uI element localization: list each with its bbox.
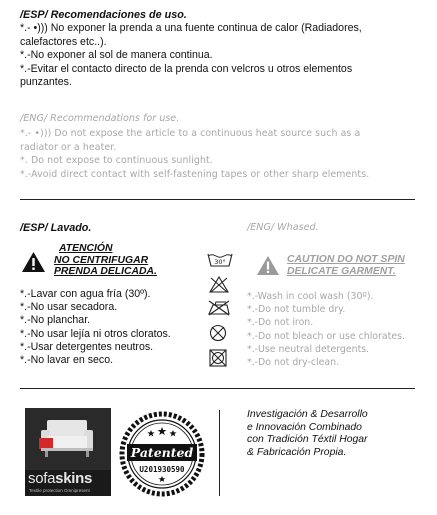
wash-esp-list bbox=[20, 288, 171, 367]
usage-eng-heading: /ENG/ Recommendations for use. bbox=[20, 113, 180, 124]
wash-esp-line: *.-Lavar con agua fría (30º). bbox=[20, 288, 151, 300]
no-dry-clean-icon bbox=[209, 349, 227, 367]
warning-icon-eng bbox=[256, 255, 280, 276]
wash-eng-line: *.-Do not tumble dry. bbox=[247, 304, 346, 316]
patented-seal bbox=[117, 410, 207, 498]
wash-eng-line: *.-Do not dry-clean. bbox=[247, 357, 340, 369]
esp-warning-block bbox=[54, 243, 157, 278]
eng-warning-block bbox=[287, 254, 405, 277]
no-bleach-icon bbox=[209, 324, 227, 342]
wash-esp-line: *.-No lavar en seco. bbox=[20, 354, 114, 367]
brand-prefix: sofa bbox=[28, 470, 56, 487]
wash-eng-heading: /ENG/ Whased. bbox=[247, 222, 319, 233]
eng-warning-line: DELICATE GARMENT. bbox=[287, 265, 396, 277]
no-iron-icon bbox=[207, 300, 231, 316]
usage-esp-line: *.-Evitar el contacto directo de la prenda con velcros u otros elementos bbox=[20, 62, 353, 75]
eng-warning-line: CAUTION DO NOT SPIN bbox=[287, 254, 405, 265]
wash-esp-line: *.-Usar detergentes neutros. bbox=[20, 340, 154, 353]
usage-eng-line: *.-Avoid direct contact with self-fastening tapes or other sharp elements. bbox=[20, 168, 370, 180]
wash-esp-line: *.-No usar secadora. bbox=[20, 301, 118, 314]
warning-icon bbox=[21, 251, 46, 273]
usage-esp-text bbox=[20, 22, 362, 90]
divider bbox=[20, 199, 415, 200]
footer-divider bbox=[219, 410, 220, 496]
wash-esp-heading: /ESP/ Lavado. bbox=[20, 222, 92, 234]
esp-warning-line: PRENDA DELICADA. bbox=[54, 266, 157, 277]
usage-esp-line: *.- •))) No exponer la prenda a una fuente continua de calor (Radiadores, bbox=[20, 22, 362, 34]
description-line: con Tradición Téxtil Hogar bbox=[247, 434, 368, 445]
wash-esp-line: *.-No planchar. bbox=[20, 314, 91, 327]
description-line: & Fabricación Propia. bbox=[247, 446, 347, 458]
wash-eng-line: *.-Wash in cool wash (30º). bbox=[247, 291, 374, 302]
usage-eng-line: radiator or a heater. bbox=[20, 141, 117, 153]
description-line: Investigación & Desarrollo bbox=[247, 409, 368, 420]
usage-eng-line: *. Do not expose to continuous sunlight. bbox=[20, 155, 213, 167]
brand-name bbox=[28, 470, 92, 487]
divider bbox=[20, 388, 415, 389]
usage-esp-line: calefactores etc..). bbox=[20, 35, 107, 48]
patent-number: U201930590 bbox=[139, 465, 185, 474]
esp-warning-line: NO CENTRIFUGAR bbox=[54, 254, 149, 266]
usage-eng-text bbox=[20, 127, 369, 181]
no-tumble-dry-icon bbox=[209, 276, 229, 293]
brand-tagline: Textile protection Omnipresent bbox=[29, 488, 90, 493]
usage-eng-line: *.- •))) Do not expose the article to a continuous heat source such as a bbox=[20, 128, 361, 139]
brand-suffix: skins bbox=[55, 470, 93, 487]
sofa-logo-icon bbox=[25, 408, 111, 470]
patent-title: Patented bbox=[130, 445, 194, 460]
usage-esp-line: punzantes. bbox=[20, 76, 72, 89]
wash-30-icon bbox=[207, 252, 233, 268]
wash-eng-list bbox=[247, 290, 405, 369]
usage-esp-heading: /ESP/ Recomendaciones de uso. bbox=[20, 9, 187, 21]
wash-temp-label: 30° bbox=[214, 258, 226, 267]
sofaskins-logo bbox=[25, 408, 111, 496]
description-line: e Innovación Combinado bbox=[247, 421, 362, 433]
usage-esp-line: *.-No exponer al sol de manera continua. bbox=[20, 49, 213, 62]
esp-warning-line: ATENCIÓN bbox=[59, 243, 113, 254]
wash-eng-line: *.-Use neutral detergents. bbox=[247, 343, 370, 355]
wash-eng-line: *.-Do not iron. bbox=[247, 317, 314, 329]
company-description bbox=[247, 409, 368, 459]
wash-eng-line: *.-Do not bleach or use chlorates. bbox=[247, 330, 405, 342]
wash-esp-line: *.-No usar lejía ni otros cloratos. bbox=[20, 327, 171, 340]
